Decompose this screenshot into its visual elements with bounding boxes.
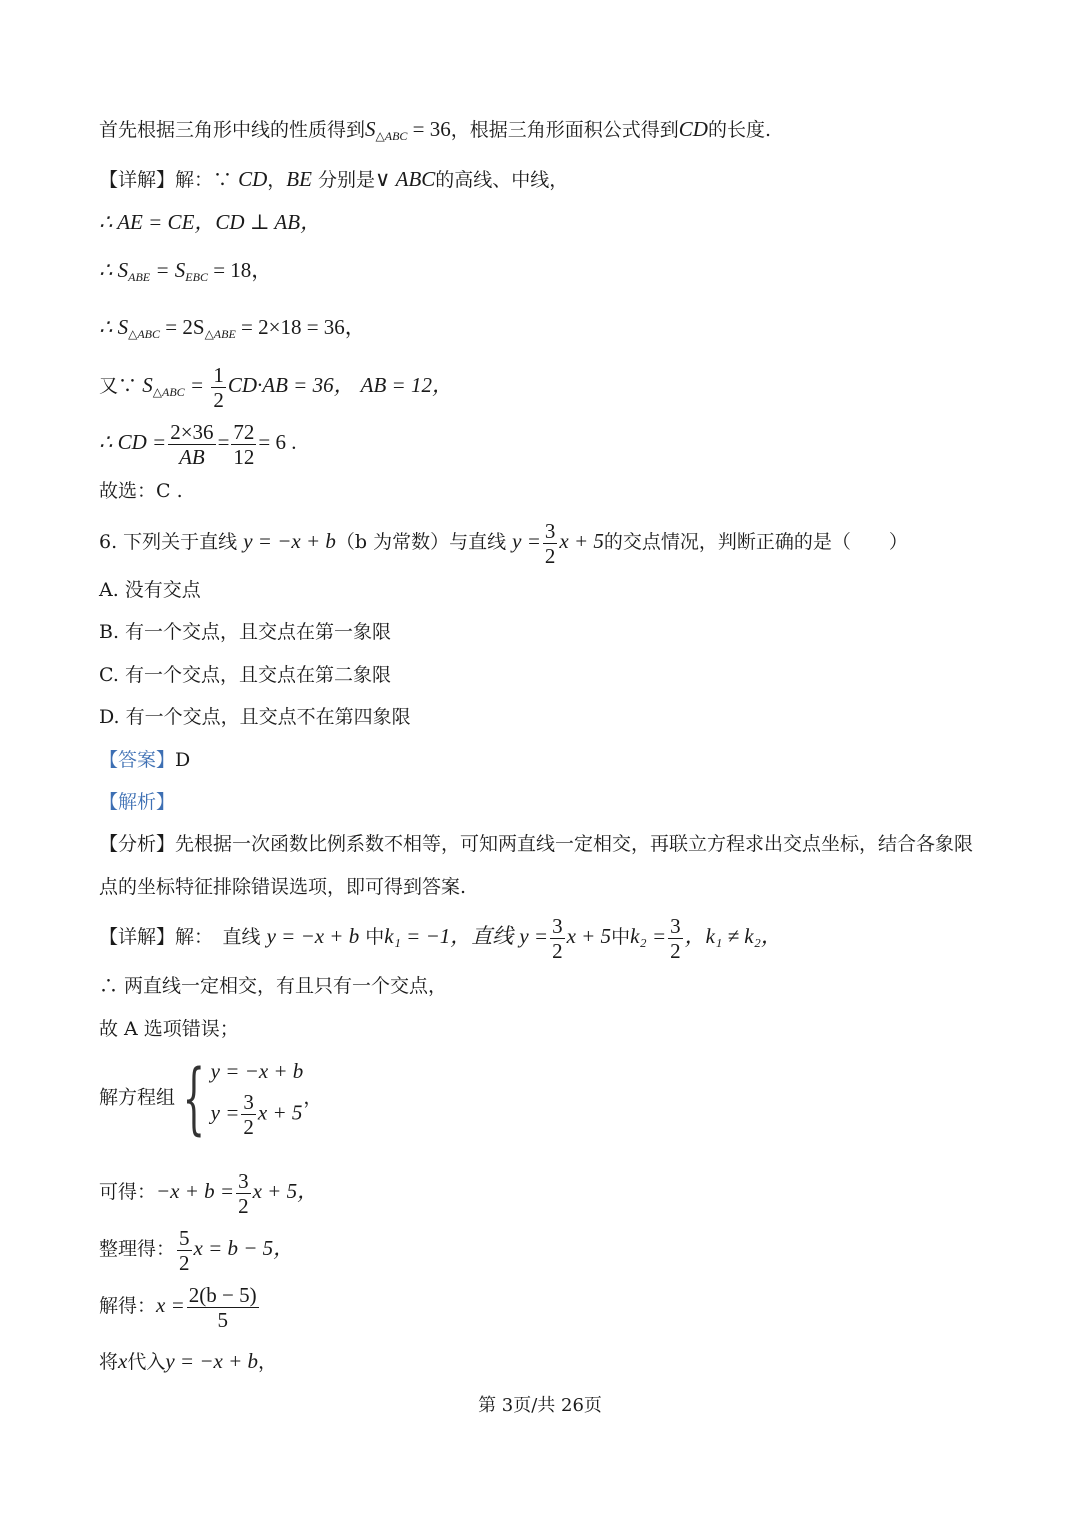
detail-line-1: 【详解】解：∵ CD，BE 分别是∨ ABC的高线、中线， bbox=[99, 167, 569, 191]
option-d: D. 有一个交点，且交点不在第四象限 bbox=[99, 706, 411, 728]
choose-line: 故选：C . bbox=[99, 480, 183, 502]
step-2: ∴ $S_{ABE} = S_{EBC} = 18$， bbox=[99, 258, 273, 284]
page-footer: 第 3页/共 26页 bbox=[478, 1395, 602, 1416]
q6-fraction: $\frac{3}{2}$ bbox=[544, 518, 556, 568]
a-wrong-line: 故 A 选项错误； bbox=[99, 1018, 239, 1040]
analysis-line-1: 【分析】先根据一次函数比例系数不相等，可知两直线一定相交，再联立方程求出交点坐标，结合各象限 bbox=[99, 833, 974, 855]
analysis-line-2: 点的坐标特征排除错误选项，即可得到答案. bbox=[99, 876, 467, 898]
s-abc-symbol: $S_{\triangle ABC}$ bbox=[365, 117, 408, 143]
answer-value: D bbox=[175, 749, 191, 771]
result-line: 解得：x = $\frac{2(b - 5)}{5}$ bbox=[99, 1282, 257, 1332]
step-4: 又∵ $S_{\triangle ABC}$ = $\frac{1}{2}$ CD·AB = 36， AB = 12， bbox=[99, 362, 453, 412]
answer-tag: 【答案】 bbox=[99, 749, 176, 771]
analysis-tag: 【解析】 bbox=[99, 791, 176, 813]
arrange-line: 整理得： $\frac{5}{2}$ x = b − 5， bbox=[99, 1225, 295, 1275]
equation-system: 解方程组 { y = −x + b y = $\frac{3}{2}$ x + 5 ， bbox=[99, 1053, 323, 1144]
option-c: C. 有一个交点，且交点在第二象限 bbox=[99, 664, 391, 686]
get-line: 可得：−x + b = $\frac{3}{2}$ x + 5， bbox=[99, 1168, 319, 1218]
question-6: 6. 下列关于直线 y = −x + b（b 为常数）与直线 y = $\frac{3}{2}$ x + 5的交点情况，判断正确的是（ ） bbox=[99, 518, 908, 568]
option-a: A. 没有交点 bbox=[99, 579, 201, 601]
left-brace: { bbox=[182, 1053, 206, 1144]
detail-line-2: 【详解】解： 直线 y = −x + b 中k₁ = −1，直线 y = $\frac{3}{2}$ x + 5中k₂ = $\frac{3}{2}$ ，k₁ ≠ k₂， bbox=[99, 913, 782, 963]
step-1: ∴ AE = CE，CD ⊥ AB， bbox=[99, 210, 322, 234]
answer-line bbox=[99, 747, 190, 773]
half-fraction: $\frac{1}{2}$ bbox=[213, 362, 224, 412]
option-b: B. 有一个交点，且交点在第一象限 bbox=[99, 621, 392, 643]
substitute-line: 将x代入y = −x + b， bbox=[99, 1349, 278, 1373]
step-5: ∴ CD = $\frac{2\times 36}{AB}$ = $\frac{72}{12}$ = 6 . bbox=[99, 419, 297, 469]
cd-fraction-1: $\frac{2\times 36}{AB}$ bbox=[170, 419, 214, 469]
step-3: ∴ $S_{\triangle ABC} = 2S_{\triangle ABE} = 2\times 18 = 36$， bbox=[99, 315, 366, 341]
intersect-line: ∴ 两直线一定相交，有且只有一个交点， bbox=[99, 975, 448, 997]
cd-fraction-2: $\frac{72}{12}$ bbox=[233, 419, 255, 469]
intro-line: 首先根据三角形中线的性质得到$S_{\triangle ABC} = 36$，根据三角形面积公式得到CD的长度. bbox=[99, 117, 772, 143]
